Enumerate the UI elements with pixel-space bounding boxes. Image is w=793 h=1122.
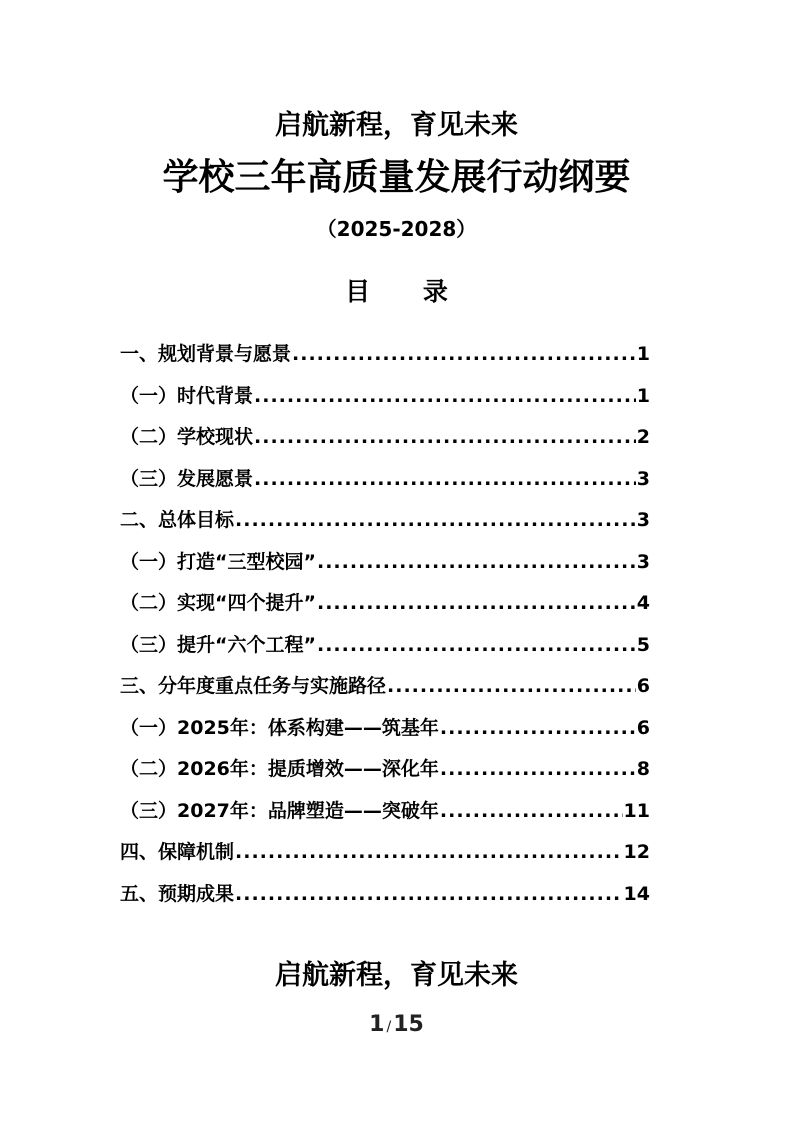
toc-entry-label: （一）打造“三型校园” [120, 550, 316, 573]
page-number-separator: / [386, 1019, 392, 1035]
toc-entry-page: 6 [636, 716, 650, 739]
toc-entry-page: 6 [636, 675, 650, 697]
toc-entry[interactable] [120, 710, 650, 752]
toc-entry-label: （三）提升“六个工程” [120, 633, 316, 656]
toc-entry-label: （三）2027年：品牌塑造——突破年 [120, 799, 439, 822]
toc-leader-dots [440, 793, 623, 829]
toc-entry-page: 2 [636, 426, 650, 448]
toc-leader-dots [254, 461, 636, 497]
toc-entry[interactable] [120, 585, 650, 627]
toc-entry[interactable] [120, 876, 650, 918]
toc-leader-dots [235, 502, 636, 538]
page-number-current: 1 [369, 1012, 385, 1037]
toc-entry-label: （一）2025年：体系构建——筑基年 [120, 716, 439, 739]
document-title: 学校三年高质量发展行动纲要 [162, 157, 631, 198]
toc-entry-page: 3 [636, 509, 650, 531]
toc-entry[interactable] [120, 627, 650, 669]
toc-entry[interactable] [120, 378, 650, 420]
toc-entry[interactable] [120, 751, 650, 793]
page-number-total: 15 [393, 1012, 424, 1037]
toc-entry[interactable] [120, 336, 650, 378]
toc-entry-label: 五、预期成果 [120, 882, 235, 905]
toc-entry[interactable] [120, 502, 650, 544]
toc-entry-label: （二）实现“四个提升” [120, 592, 316, 614]
toc-entry-page: 1 [636, 384, 650, 407]
footer-title: 启航新程，育见未来 [275, 960, 518, 991]
toc-entry[interactable] [120, 419, 650, 461]
toc-leader-dots [317, 585, 636, 621]
toc-entry-page: 3 [636, 467, 650, 490]
toc-entry-label: 二、总体目标 [120, 509, 235, 531]
toc-entry[interactable] [120, 544, 650, 586]
toc-leader-dots [440, 751, 636, 787]
toc-entry-label: （二）2026年：提质增效——深化年 [120, 758, 439, 780]
toc-entry-page: 12 [623, 841, 650, 863]
toc-leader-dots [292, 336, 636, 372]
page-number [0, 1010, 793, 1042]
toc-leader-dots [235, 834, 623, 870]
toc-entry-page: 4 [636, 592, 650, 614]
toc-entry[interactable] [120, 668, 650, 710]
toc-entry-label: 一、规划背景与愿景 [120, 343, 292, 365]
toc-entry-page: 5 [636, 633, 650, 656]
toc-heading: 目 录 [345, 277, 470, 306]
toc-entry-label: （二）学校现状 [120, 426, 254, 448]
toc-entry[interactable] [120, 793, 650, 835]
toc-entry-label: 四、保障机制 [120, 841, 235, 863]
toc-entry-page: 3 [636, 550, 650, 573]
toc-entry-page: 1 [636, 343, 650, 365]
toc-leader-dots [254, 419, 636, 455]
table-of-contents [120, 336, 650, 917]
toc-leader-dots [235, 876, 623, 912]
toc-entry-page: 11 [623, 799, 650, 822]
document-years: （2025-2028） [316, 217, 477, 241]
toc-leader-dots [387, 668, 636, 704]
toc-entry[interactable] [120, 461, 650, 503]
toc-entry-page: 8 [636, 758, 650, 780]
toc-leader-dots [317, 627, 636, 663]
toc-leader-dots [440, 710, 636, 746]
toc-entry-label: （三）发展愿景 [120, 467, 254, 490]
document-subtitle: 启航新程，育见未来 [275, 110, 518, 141]
toc-entry-label: 三、分年度重点任务与实施路径 [120, 675, 387, 697]
toc-entry-label: （一）时代背景 [120, 384, 254, 407]
toc-entry-page: 14 [623, 882, 650, 905]
toc-leader-dots [254, 378, 636, 414]
toc-entry[interactable] [120, 834, 650, 876]
toc-leader-dots [317, 544, 636, 580]
